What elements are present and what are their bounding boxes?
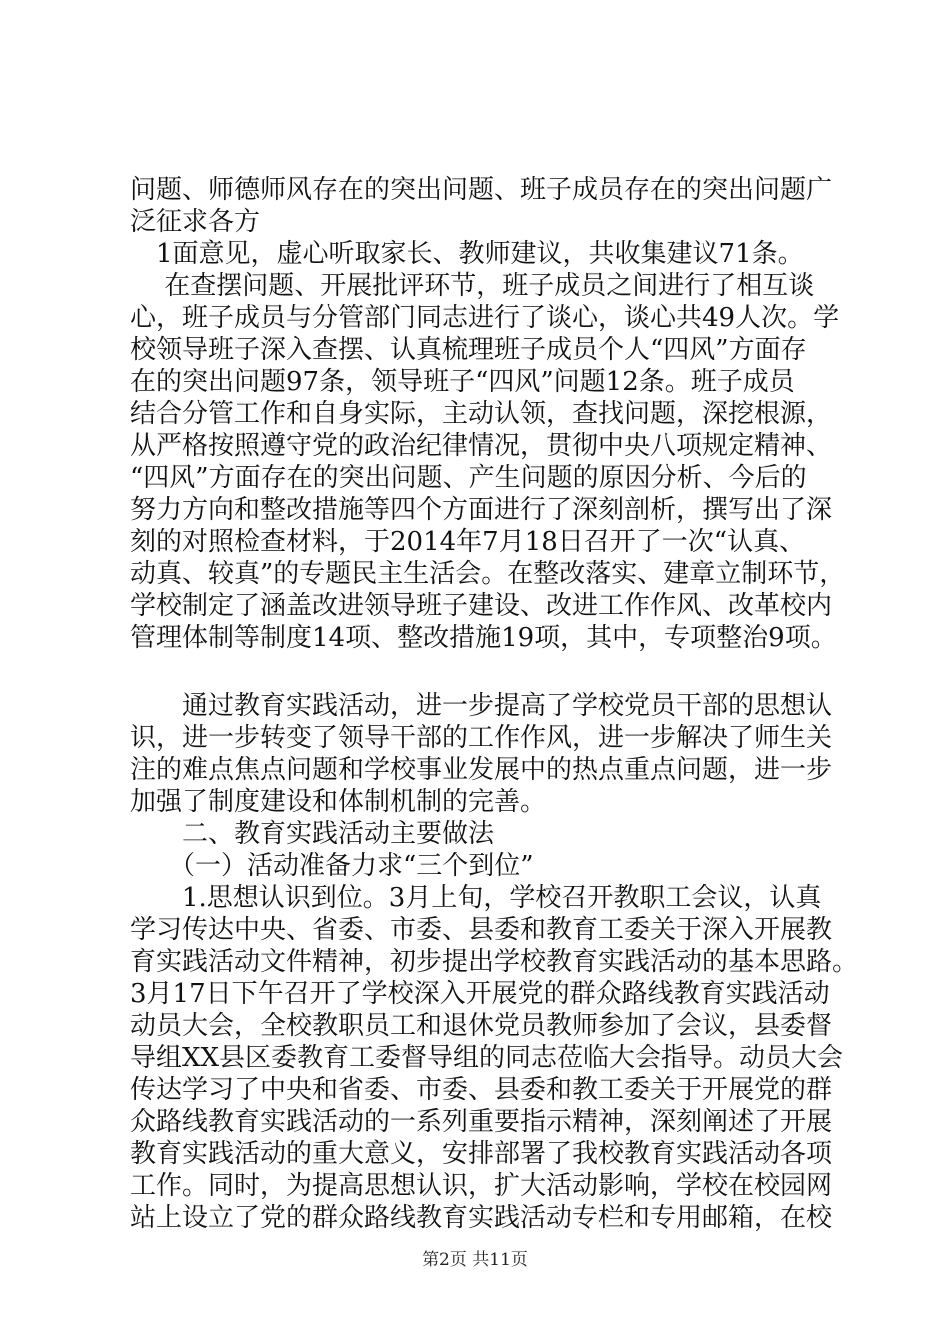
text-line: 识，进一步转变了领导干部的工作作风，进一步解决了师生关 xyxy=(130,723,833,753)
text-line: 教育实践活动的重大意义，安排部署了我校教育实践活动各项 xyxy=(130,1139,833,1169)
text-line: 学校制定了涵盖改进领导班子建设、改进工作作风、改革校内 xyxy=(130,591,833,621)
text-line: 在的突出问题97条，领导班子“四风”问题12条。班子成员 xyxy=(130,367,795,397)
text-line: 传达学习了中央和省委、市委、县委和教工委关于开展党的群 xyxy=(130,1075,833,1105)
text-line: 学习传达中央、省委、市委、县委和教育工委关于深入开展教 xyxy=(130,915,833,945)
text-line: 1面意见，虚心听取家长、教师建议，共收集建议71条。 xyxy=(130,239,804,269)
text-line: 心，班子成员与分管部门同志进行了谈心，谈心共49人次。学 xyxy=(130,303,840,333)
text-line: 动真、较真”的专题民主生活会。在整改落实、建章立制环节， xyxy=(130,559,846,589)
text-line: 校领导班子深入查摆、认真梳理班子成员个人“四风”方面存 xyxy=(130,335,807,365)
text-line: 通过教育实践活动，进一步提高了学校党员干部的思想认 xyxy=(130,691,833,721)
text-line: 注的难点焦点问题和学校事业发展中的热点重点问题，进一步 xyxy=(130,755,833,785)
text-line: 育实践活动文件精神，初步提出学校教育实践活动的基本思路。 xyxy=(130,947,859,977)
text-line: 努力方向和整改措施等四个方面进行了深刻剖析，撰写出了深 xyxy=(130,495,833,525)
text-line: 在查摆问题、开展批评环节，班子成员之间进行了相互谈 xyxy=(130,271,815,301)
text-line: 3月17日下午召开了学校深入开展党的群众路线教育实践活动 xyxy=(130,979,830,1009)
text-line: 动员大会，全校教职员工和退休党员教师参加了会议，县委督 xyxy=(130,1011,833,1041)
text-line: 众路线教育实践活动的一系列重要指示精神，深刻阐述了开展 xyxy=(130,1107,833,1137)
subsection-heading: （一）活动准备力求“三个到位” xyxy=(130,851,534,881)
text-line: 管理体制等制度14项、整改措施19项，其中，专项整治9项。 xyxy=(130,623,837,653)
text-line: 导组XX县区委教育工委督导组的同志莅临大会指导。动员大会 xyxy=(130,1043,844,1073)
text-line: 刻的对照检查材料，于2014年7月18日召开了一次“认真、 xyxy=(130,527,806,557)
text-line: 工作。同时，为提高思想认识，扩大活动影响，学校在校园网 xyxy=(130,1171,833,1201)
text-line: 泛征求各方 xyxy=(130,207,261,237)
text-line: 问题、师德师风存在的突出问题、班子成员存在的突出问题广 xyxy=(130,175,833,205)
text-line: 1.思想认识到位。3月上旬，学校召开教职工会议，认真 xyxy=(130,883,822,913)
text-line: “四风”方面存在的突出问题、产生问题的原因分析、今后的 xyxy=(130,463,807,493)
text-line: 加强了制度建设和体制机制的完善。 xyxy=(130,787,547,817)
text-line: 结合分管工作和自身实际，主动认领，查找问题，深挖根源， xyxy=(130,399,833,429)
page-footer: 第2页 共11页 xyxy=(422,1250,528,1270)
text-line: 从严格按照遵守党的政治纪律情况，贯彻中央八项规定精神、 xyxy=(130,431,833,461)
text-line: 站上设立了党的群众路线教育实践活动专栏和专用邮箱，在校 xyxy=(130,1203,833,1233)
section-heading: 二、教育实践活动主要做法 xyxy=(130,819,495,849)
